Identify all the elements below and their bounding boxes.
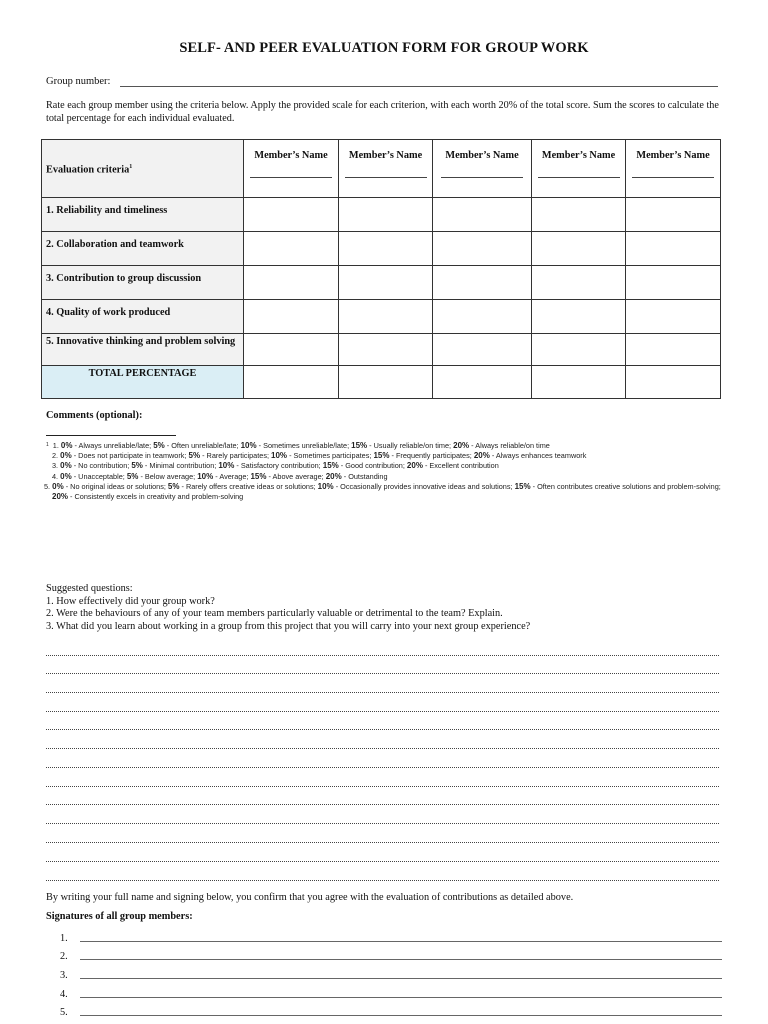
footnote-marker: 1 (46, 442, 49, 448)
score-cell[interactable] (532, 334, 626, 366)
footnote-description: - Always unreliable/late; (72, 441, 154, 450)
footnote-percent: 10% (271, 451, 288, 461)
score-cell[interactable] (339, 334, 433, 366)
score-cell[interactable] (532, 266, 626, 300)
score-cell[interactable] (244, 334, 339, 366)
footnote-number: 1. (52, 441, 61, 450)
member-name-line[interactable] (345, 177, 427, 178)
footnote-description: - Minimal contribution; (142, 461, 219, 471)
score-cell[interactable] (244, 266, 339, 300)
criterion-innovation: 5. Innovative thinking and problem solving (42, 334, 244, 366)
footnote-description: - Often unreliable/late; (164, 441, 241, 450)
signature-line[interactable] (80, 941, 722, 942)
score-cell[interactable] (433, 198, 532, 232)
score-cell[interactable] (433, 300, 532, 334)
member-name-cell[interactable] (244, 140, 339, 198)
footnotes (46, 441, 726, 502)
group-number-field[interactable] (120, 86, 718, 87)
answer-line[interactable] (46, 729, 719, 730)
answer-line[interactable] (46, 786, 719, 787)
footnote-percent: 0% (60, 461, 72, 471)
score-cell[interactable] (433, 334, 532, 366)
footnote-description: - Usually reliable/on time; (367, 441, 454, 450)
footnote-percent: 0% (60, 441, 73, 450)
answer-line[interactable] (46, 842, 719, 843)
signatures-label: Signatures of all group members: (46, 911, 193, 922)
signature-number: 5. (60, 1007, 68, 1018)
instructions: Rate each group member using the criteria below. Apply the provided scale for each criterion, with each worth 20% of the total score. Sum the scores to calculate the total percentage for each individual evaluated. (46, 100, 719, 124)
answer-line[interactable] (46, 861, 719, 862)
criterion-quality: 4. Quality of work produced (42, 300, 244, 334)
score-cell[interactable] (339, 232, 433, 266)
comments-label: Comments (optional): (46, 410, 143, 421)
footnote-percent: 20% (453, 441, 470, 450)
member-name-header: Member’s Name (445, 150, 519, 161)
footnote-description: - Below average; (138, 471, 198, 481)
total-cell[interactable] (433, 366, 532, 399)
total-cell[interactable] (339, 366, 433, 399)
answer-line[interactable] (46, 655, 719, 656)
score-cell[interactable] (339, 198, 433, 232)
footnote-percent: 5% (188, 451, 201, 461)
footnote-percent: 20% (473, 451, 490, 461)
footnote-number: 3. (52, 461, 61, 471)
footnote-percent: 5% (153, 441, 165, 450)
member-name-cell[interactable] (626, 140, 721, 198)
signature-line[interactable] (80, 1015, 722, 1016)
footnote-percent: 10% (240, 441, 257, 450)
footnote-percent: 5% (167, 481, 180, 491)
footnote-percent: 10% (317, 481, 334, 491)
member-name-header: Member’s Name (254, 150, 328, 161)
footnote-percent: 5% (131, 461, 143, 471)
footnote-description: - Often contributes creative solutions and problem-solving; (530, 481, 721, 491)
footnote-description: - Satisfactory contribution; (234, 461, 323, 471)
total-cell[interactable] (532, 366, 626, 399)
footnote-description: - Does not participate in teamwork; (71, 451, 189, 461)
footnote-percent: 0% (52, 481, 64, 491)
footnote-percent: 10% (197, 471, 214, 481)
signature-number: 4. (60, 989, 68, 1000)
member-name-line[interactable] (250, 177, 332, 178)
footnote-description: - Occasionally provides innovative ideas and solutions; (333, 481, 515, 491)
footnote-description: - Rarely offers creative ideas or solutions; (179, 481, 318, 491)
footnote-percent: 5% (126, 471, 139, 481)
footnote-percent: 15% (373, 451, 390, 461)
criteria-header: Evaluation criteria$^1$ (42, 140, 244, 198)
footnote-number: 2. (52, 451, 61, 461)
footnote-percent: 0% (60, 451, 72, 461)
member-name-line[interactable] (632, 177, 714, 178)
footnote-description: - Excellent contribution (422, 461, 499, 471)
footnote-percent: 15% (351, 441, 368, 450)
signature-line[interactable] (80, 997, 722, 998)
answer-line[interactable] (46, 692, 719, 693)
footnote-description: - Sometimes participates; (287, 451, 374, 461)
footnote-percent: 0% (60, 471, 72, 481)
footnote-description: - Good contribution; (338, 461, 407, 471)
answer-line[interactable] (46, 804, 719, 805)
score-cell[interactable] (433, 266, 532, 300)
score-cell[interactable] (626, 334, 721, 366)
score-cell[interactable] (532, 198, 626, 232)
footnote-divider (46, 435, 176, 436)
footnote-description: - Above average; (266, 471, 326, 481)
member-name-header: Member’s Name (636, 150, 710, 161)
form-title: SELF- AND PEER EVALUATION FORM FOR GROUP WORK (179, 40, 589, 56)
criterion-contribution: 3. Contribution to group discussion (42, 266, 244, 300)
signature-line[interactable] (80, 978, 722, 979)
footnote-description: - Consistently excels in creativity and problem-solving (68, 492, 244, 502)
footnote-percent: 20% (325, 471, 342, 481)
answer-line[interactable] (46, 823, 719, 824)
member-name-line[interactable] (441, 177, 523, 178)
evaluation-table (41, 139, 721, 399)
footnote-percent: 10% (218, 461, 235, 471)
suggested-questions (46, 583, 726, 634)
footnote-percent: 15% (322, 461, 339, 471)
member-name-cell[interactable] (339, 140, 433, 198)
footnote-description: - Outstanding (341, 471, 388, 481)
footnote-description: - Rarely participates; (200, 451, 272, 461)
score-cell[interactable] (244, 198, 339, 232)
member-name-line[interactable] (538, 177, 620, 178)
total-cell[interactable] (626, 366, 721, 399)
member-name-header: Member’s Name (541, 150, 616, 161)
member-name-header: Member’s Name (348, 150, 423, 161)
answer-line[interactable] (46, 673, 719, 674)
footnote-item (46, 482, 726, 502)
member-name-cell[interactable] (433, 140, 532, 198)
criterion-reliability: 1. Reliability and timeliness (42, 198, 244, 232)
suggested-heading: Suggested questions: (46, 583, 133, 594)
footnote-description: - Frequently participates; (389, 451, 474, 461)
footnote-description: - Sometimes unreliable/late; (256, 441, 352, 450)
confirmation-text: By writing your full name and signing below, you confirm that you agree with the evaluation of contributions as detailed above. (46, 892, 574, 903)
signature-number: 2. (60, 951, 68, 962)
member-name-cell[interactable] (532, 140, 626, 198)
answer-line[interactable] (46, 748, 719, 749)
total-percentage-label: TOTAL PERCENTAGE (42, 366, 244, 399)
signature-number: 1. (60, 933, 68, 944)
footnote-description: - Always enhances teamwork (489, 451, 587, 461)
footnote-item (46, 472, 726, 482)
question-item: 3. What did you learn about working in a group from this project that you will carry into your next group experience? (46, 621, 531, 633)
footnote-number: 5. (44, 481, 53, 491)
question-item: 1. How effectively did your group work? (46, 595, 215, 607)
answer-line[interactable] (46, 711, 719, 712)
footnote-percent: 15% (514, 481, 531, 491)
answer-line[interactable] (46, 767, 719, 768)
score-cell[interactable] (244, 232, 339, 266)
group-number-label: Group number: (46, 76, 111, 87)
score-cell[interactable] (626, 198, 721, 232)
score-cell[interactable] (339, 300, 433, 334)
footnote-description: - Average; (213, 471, 251, 481)
footnote-item (46, 441, 726, 451)
footnote-description: - No original ideas or solutions; (63, 481, 168, 491)
score-cell[interactable] (532, 300, 626, 334)
signature-number: 3. (60, 970, 68, 981)
footnote-percent: 20% (406, 461, 423, 471)
score-cell[interactable] (339, 266, 433, 300)
score-cell[interactable] (626, 300, 721, 334)
score-cell[interactable] (626, 266, 721, 300)
score-cell[interactable] (433, 232, 532, 266)
score-cell[interactable] (626, 232, 721, 266)
footnote-item (46, 461, 726, 471)
footnote-percent: 15% (250, 471, 267, 481)
footnote-description: - Unacceptable; (71, 471, 127, 481)
answer-line[interactable] (46, 880, 719, 881)
footnote-description: - Always reliable/on time (469, 441, 550, 450)
footnote-item (46, 451, 726, 461)
signature-line[interactable] (80, 959, 722, 960)
score-cell[interactable] (532, 232, 626, 266)
total-cell[interactable] (244, 366, 339, 399)
footnote-number: 4. (52, 471, 61, 481)
question-item: 2. Were the behaviours of any of your team members particularly valuable or detrimental to the team? Explain. (46, 608, 503, 620)
footnote-percent: 20% (52, 492, 69, 502)
criterion-collaboration: 2. Collaboration and teamwork (42, 232, 244, 266)
footnote-description: - No contribution; (71, 461, 132, 471)
score-cell[interactable] (244, 300, 339, 334)
